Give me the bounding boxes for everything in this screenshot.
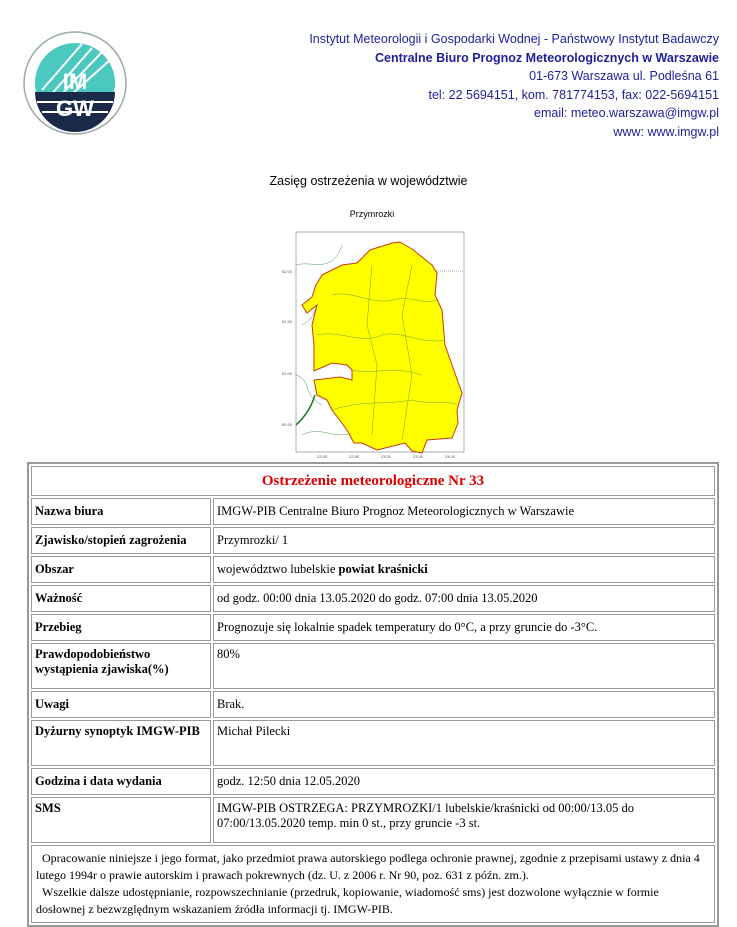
y-tick: 50.50	[281, 422, 292, 427]
row-value: Michał Pilecki	[213, 720, 715, 766]
warning-map	[272, 205, 472, 460]
y-tick: 52.00	[281, 269, 292, 274]
table-row	[31, 498, 715, 525]
row-value: IMGW-PIB Centralne Biuro Prognoz Meteorologicznych w Warszawie	[213, 498, 715, 525]
row-label: Zjawisko/stopień zagrożenia	[31, 527, 211, 554]
table-row	[31, 768, 715, 795]
x-tick: 23.50	[412, 454, 424, 459]
row-label: Godzina i data wydania	[31, 768, 211, 795]
website: www: www.imgw.pl	[613, 124, 719, 139]
row-label: Uwagi	[31, 691, 211, 718]
row-value: 80%	[213, 643, 715, 689]
x-tick: 22.00	[316, 454, 328, 459]
warning-table	[27, 462, 719, 927]
table-row	[31, 614, 715, 641]
svg-text:IM: IM	[62, 69, 88, 94]
copyright-text: Opracowanie niniejsze i jego format, jako przedmiot prawa autorskiego podlega ochronie prawnej, zgodnie z przepisami ustawy z dnia 4 lutego 1994r o prawie autorskim i prawach pokrewnych (dz. U. z 2006 r. Nr 90, poz. 631 z późn. zm.).	[36, 851, 700, 882]
x-tick: 22.50	[348, 454, 360, 459]
row-label: Przebieg	[31, 614, 211, 641]
table-row	[31, 556, 715, 583]
address: 01-673 Warszawa ul. Podleśna 61	[529, 69, 719, 83]
phone: tel: 22 5694151, kom. 781774153, fax: 022-5694151	[428, 87, 719, 102]
table-row	[31, 527, 715, 554]
row-value	[213, 556, 715, 583]
row-label: Dyżurny synoptyk IMGW-PIB	[31, 720, 211, 766]
x-tick: 23.00	[380, 454, 392, 459]
institute-name: Instytut Meteorologii i Gospodarki Wodnej - Państwowy Instytut Badawczy	[309, 32, 719, 46]
row-value: Brak.	[213, 691, 715, 718]
x-tick: 24.00	[444, 454, 456, 459]
y-tick: 51.50	[281, 319, 292, 324]
svg-text:GW: GW	[56, 96, 94, 121]
table-row	[31, 720, 715, 766]
row-value: Prognozuje się lokalnie spadek temperatury do 0°C, a przy gruncie do -3°C.	[213, 614, 715, 641]
row-value: IMGW-PIB OSTRZEGA: PRZYMROZKI/1 lubelskie/kraśnicki od 00:00/13.05 do 07:00/13.05.2020 temp. min 0 st., przy gruncie -3 st.	[213, 797, 715, 843]
row-label: SMS	[31, 797, 211, 843]
row-label: Ważność	[31, 585, 211, 612]
institute-header	[309, 30, 719, 141]
region: województwo lubelskie	[217, 562, 336, 576]
imgw-logo	[22, 30, 128, 136]
district: powiat kraśnicki	[338, 562, 428, 576]
table-row	[31, 691, 715, 718]
y-tick: 51.00	[281, 371, 292, 376]
section-title: Zasięg ostrzeżenia w województwie	[269, 174, 468, 188]
distribution-text: Wszelkie dalsze udostępnianie, rozpowszechnianie (przedruk, kopiowanie, wiadomość sms) jest dozwolone wyłącznie w formie dosłownej z bezwzględnym wskazaniem źródła informacji tj. IMGW-PIB.	[36, 885, 659, 916]
table-row	[31, 585, 715, 612]
table-row	[31, 797, 715, 843]
warning-title: Ostrzeżenie meteorologiczne Nr 33	[31, 466, 715, 496]
row-value: Przymrozki/ 1	[213, 527, 715, 554]
row-value: godz. 12:50 dnia 12.05.2020	[213, 768, 715, 795]
copyright-notice	[31, 845, 715, 923]
office-name: Centralne Biuro Prognoz Meteorologicznych w Warszawie	[374, 50, 719, 65]
table-row	[31, 643, 715, 689]
row-label: Obszar	[31, 556, 211, 583]
row-label: Nazwa biura	[31, 498, 211, 525]
row-value: od godz. 00:00 dnia 13.05.2020 do godz. 07:00 dnia 13.05.2020	[213, 585, 715, 612]
email: email: meteo.warszawa@imgw.pl	[534, 106, 719, 120]
row-label: Prawdopodobieństwo wystąpienia zjawiska(%)	[31, 643, 211, 689]
map-title: Przymrozki	[349, 209, 395, 219]
